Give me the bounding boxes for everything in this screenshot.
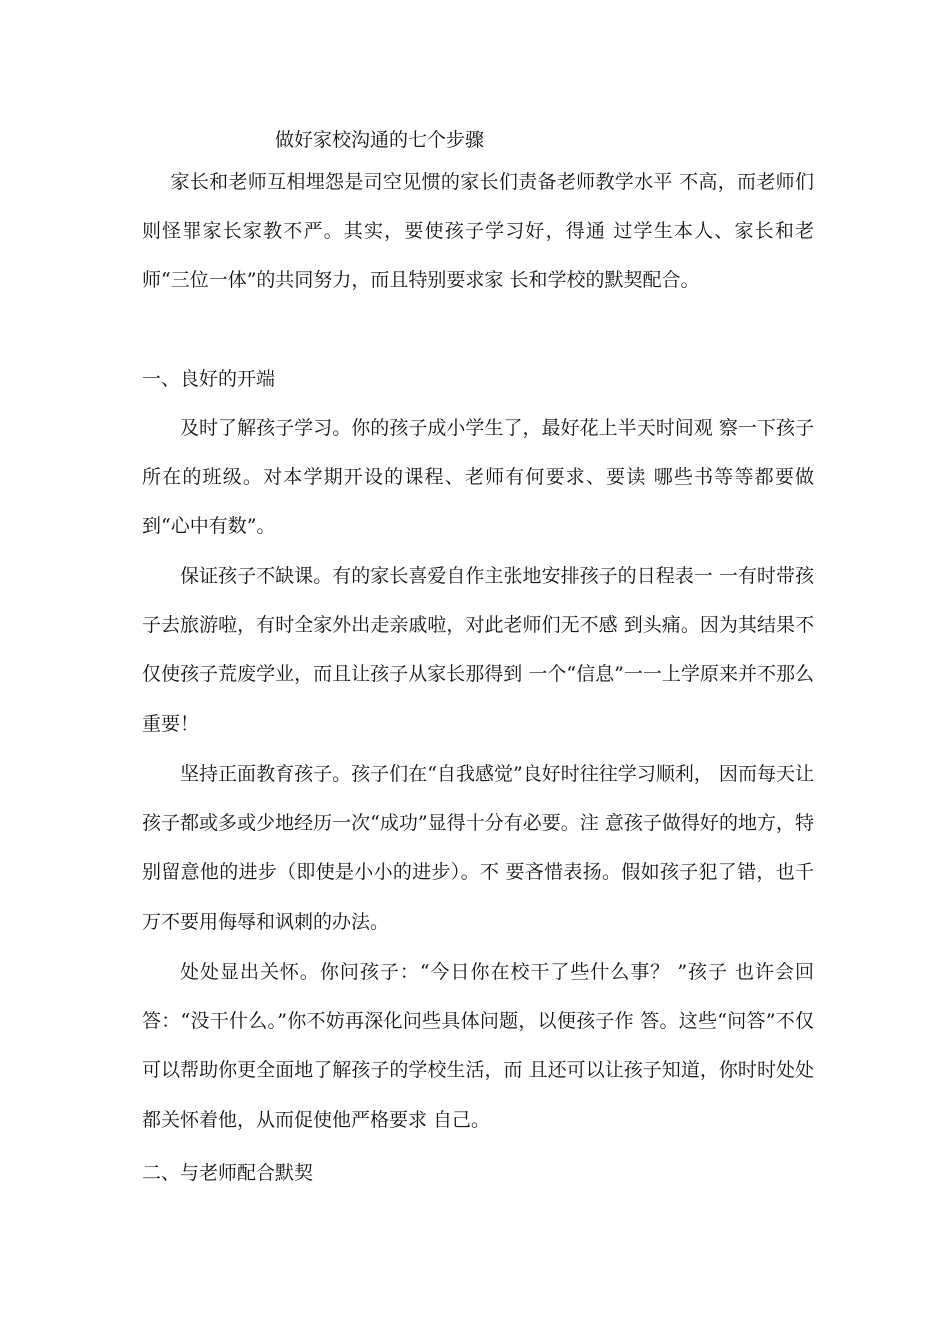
paragraph-understand-learning: 及时了解孩子学习。你的孩子成小学生了，最好花上半天时间观 察一下孩子所在的班级。对本学期开设的课程、老师有何要求、要读 哪些书等等都要做到“心中有数”。 bbox=[142, 417, 814, 538]
paragraph-show-care: 处处显出关怀。你问孩子：“今日你在校干了些什么事？ ”孩子 也许会回答：“没干什么。”你不妨再深化问些具体问题，以便孩子作 答。这些“问答”不仅可以帮助你更全面地了解孩子的学校生活，而 且还可以让孩子知道，你时时处处都关怀着他，从而促使他严格要求 自己。 bbox=[142, 961, 814, 1131]
intro-paragraph: 家长和老师互相埋怨是司空见惯的家长们责备老师教学水平 不高，而老师们则怪罪家长家教不严。其实，要使孩子学习好，得通 过学生本人、家长和老师“三位一体”的共同努力，而且特别要求家 长和学校的默契配合。 bbox=[142, 171, 814, 292]
section-heading-2: 二、与老师配合默契 bbox=[142, 1162, 314, 1184]
paragraph-no-absence: 保证孩子不缺课。有的家长喜爱自作主张地安排孩子的日程表一 一有时带孩子去旅游啦，有时全家外出走亲戚啦，对此老师们无不感 到头痛。因为其结果不仅使孩子荒废学业，而且让孩子从家长那得到 一个“信息”一一上学原来并不那么重要！ bbox=[142, 565, 814, 735]
paragraph-positive-education: 坚持正面教育孩子。孩子们在“自我感觉”良好时往往学习顺利， 因而每天让孩子都或多或少地经历一次“成功”显得十分有必要。注 意孩子做得好的地方，特别留意他的进步（即使是小小的进步）。不 要吝惜表扬。假如孩子犯了错，也千万不要用侮辱和讽刺的办法。 bbox=[142, 763, 814, 933]
document-title: 做好家校沟通的七个步骤 bbox=[275, 129, 485, 151]
section-heading-1: 一、良好的开端 bbox=[142, 368, 276, 390]
